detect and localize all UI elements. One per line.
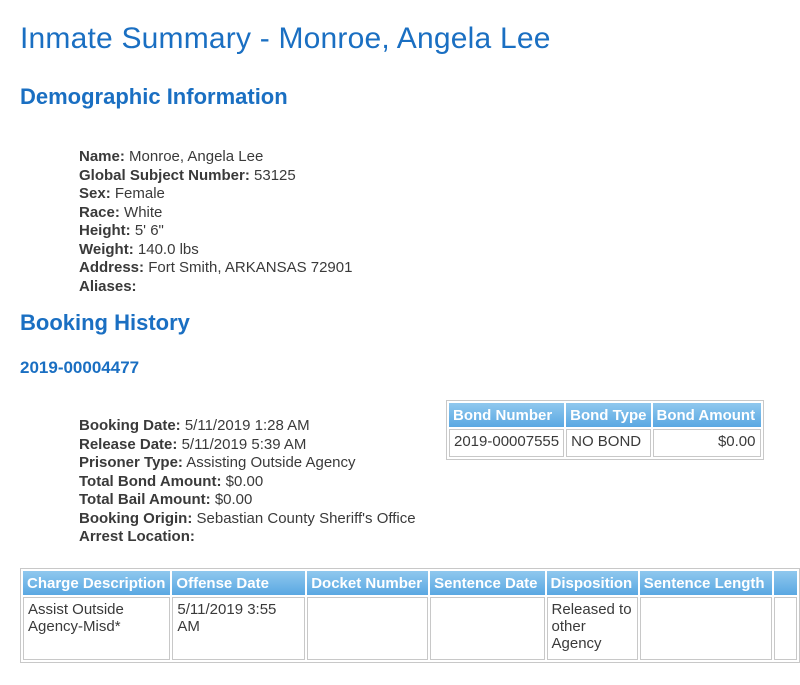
aliases-label: Aliases: bbox=[79, 277, 137, 295]
bond-number-header: Bond Number bbox=[449, 403, 564, 427]
booking-date-value: 5/11/2019 1:28 AM bbox=[184, 417, 310, 434]
race-value: White bbox=[124, 203, 163, 221]
prisoner-type-label: Prisoner Type: bbox=[79, 454, 183, 471]
bond-amount-cell: $0.00 bbox=[653, 429, 761, 457]
name-value: Monroe, Angela Lee bbox=[129, 148, 264, 165]
booking-info bbox=[79, 417, 416, 547]
name-label: Name: bbox=[79, 148, 125, 165]
demographics-info bbox=[79, 148, 352, 296]
release-date-value: 5/11/2019 5:39 AM bbox=[181, 435, 307, 453]
sentence-date-header: Sentence Date bbox=[430, 571, 544, 595]
table-row bbox=[449, 429, 761, 457]
page-title: Inmate Summary - Monroe, Angela Lee bbox=[20, 22, 551, 55]
name-row bbox=[79, 148, 352, 167]
address-value: Fort Smith, ARKANSAS 72901 bbox=[148, 259, 353, 276]
global-subject-number-label: Global Subject Number: bbox=[79, 166, 250, 184]
prisoner-type-row bbox=[79, 454, 416, 473]
prisoner-type-value: Assisting Outside Agency bbox=[186, 454, 356, 471]
charge-description-cell: Assist Outside Agency-Misd* bbox=[23, 597, 170, 660]
bond-amount-header: Bond Amount bbox=[653, 403, 761, 427]
sex-row bbox=[79, 185, 352, 204]
total-bail-amount-value: $0.00 bbox=[214, 491, 253, 508]
address-label: Address: bbox=[79, 259, 145, 276]
race-row bbox=[79, 204, 352, 223]
sentence-date-cell bbox=[430, 597, 544, 660]
total-bail-amount-label: Total Bail Amount: bbox=[79, 491, 211, 508]
disposition-cell: Released to other Agency bbox=[547, 597, 638, 660]
charges-table bbox=[20, 568, 800, 663]
weight-label: Weight: bbox=[79, 240, 134, 258]
arrest-location-label: Arrest Location: bbox=[79, 528, 195, 545]
bond-table-header-row bbox=[449, 403, 761, 427]
booking-origin-row bbox=[79, 510, 416, 529]
global-subject-number-value: 53125 bbox=[254, 166, 296, 184]
height-value: 5' 6" bbox=[134, 222, 164, 239]
docket-number-header: Docket Number bbox=[307, 571, 428, 595]
charges-table-header-row bbox=[23, 571, 797, 595]
extra-cell bbox=[774, 597, 797, 660]
sentence-length-cell bbox=[640, 597, 772, 660]
bond-type-cell: NO BOND bbox=[566, 429, 650, 457]
booking-history-heading: Booking History bbox=[20, 310, 190, 335]
booking-date-label: Booking Date: bbox=[79, 417, 181, 434]
booking-id: 2019-00004477 bbox=[20, 358, 140, 377]
bond-table bbox=[446, 400, 764, 460]
sex-value: Female bbox=[114, 185, 165, 202]
height-row bbox=[79, 222, 352, 241]
arrest-location-row bbox=[79, 528, 416, 547]
demographics-heading: Demographic Information bbox=[20, 84, 288, 109]
charge-description-header: Charge Description bbox=[23, 571, 170, 595]
sentence-length-header: Sentence Length bbox=[640, 571, 772, 595]
address-row bbox=[79, 259, 352, 278]
release-date-label: Release Date: bbox=[79, 435, 178, 453]
booking-date-row bbox=[79, 417, 416, 436]
booking-origin-label: Booking Origin: bbox=[79, 509, 193, 527]
total-bail-amount-row bbox=[79, 491, 416, 510]
weight-row bbox=[79, 241, 352, 260]
bond-type-header: Bond Type bbox=[566, 403, 650, 427]
booking-origin-value: Sebastian County Sheriff's Office bbox=[196, 509, 416, 527]
total-bond-amount-value: $0.00 bbox=[225, 472, 264, 490]
disposition-header: Disposition bbox=[547, 571, 638, 595]
extra-header bbox=[774, 571, 797, 595]
offense-date-cell: 5/11/2019 3:55 AM bbox=[172, 597, 305, 660]
aliases-row bbox=[79, 278, 352, 297]
table-row bbox=[23, 597, 797, 660]
total-bond-amount-row bbox=[79, 473, 416, 492]
race-label: Race: bbox=[79, 203, 120, 221]
offense-date-header: Offense Date bbox=[172, 571, 305, 595]
release-date-row bbox=[79, 436, 416, 455]
weight-value: 140.0 lbs bbox=[137, 240, 199, 258]
bond-number-cell: 2019-00007555 bbox=[449, 429, 564, 457]
sex-label: Sex: bbox=[79, 185, 111, 202]
docket-number-cell bbox=[307, 597, 428, 660]
global-subject-number-row bbox=[79, 167, 352, 186]
total-bond-amount-label: Total Bond Amount: bbox=[79, 472, 222, 490]
height-label: Height: bbox=[79, 222, 131, 239]
